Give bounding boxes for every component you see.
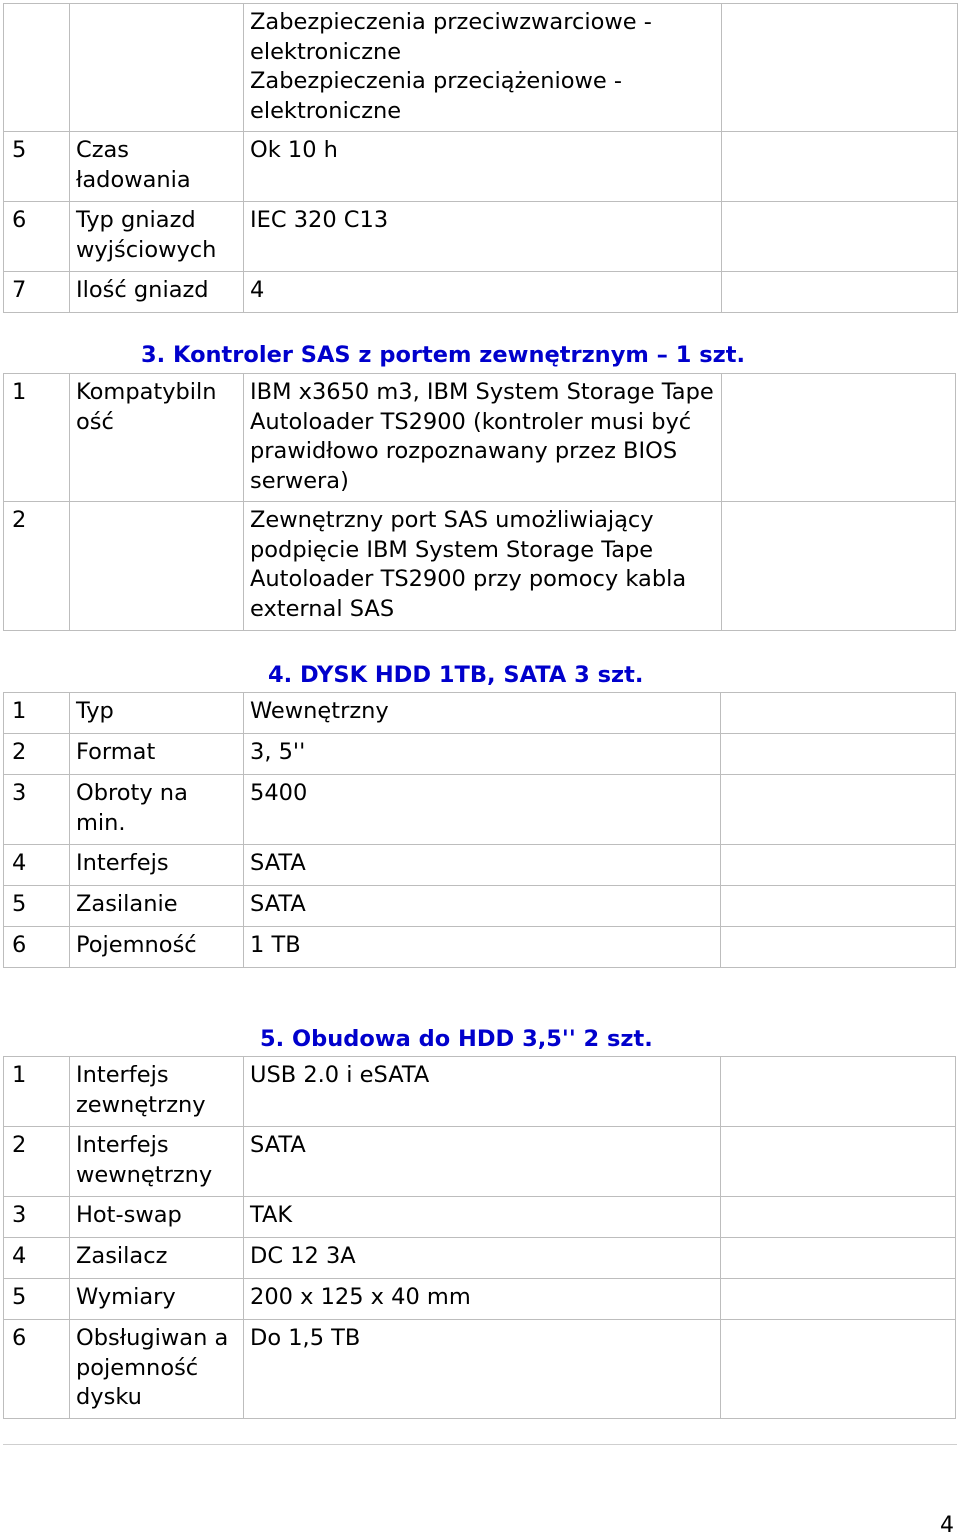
table-hdd-enclosure [3,1056,956,1419]
table-row [4,4,958,132]
row-note [722,374,956,502]
row-value: SATA [244,1127,721,1197]
row-number: 5 [4,132,70,202]
table-row [4,734,956,775]
row-number: 6 [4,1320,70,1419]
section-3-title: 3. Kontroler SAS z portem zewnętrznym – 1 szt. [141,342,745,368]
row-note [722,132,958,202]
page-number: 4 [940,1513,954,1538]
row-number: 6 [4,202,70,272]
row-label: Interfejs zewnętrzny [70,1057,244,1127]
row-note [721,775,956,845]
row-label: Zasilanie [70,886,244,927]
row-note [721,1057,956,1127]
row-value: 5400 [244,775,721,845]
row-label: Typ [70,693,244,734]
row-value: Ok 10 h [244,132,722,202]
row-number: 2 [4,502,70,631]
row-number: 2 [4,1127,70,1197]
row-value: Do 1,5 TB [244,1320,721,1419]
row-value: 200 x 125 x 40 mm [244,1279,721,1320]
row-note [722,202,958,272]
table-row [4,1057,956,1127]
row-label: Hot-swap [70,1197,244,1238]
table-row [4,1238,956,1279]
table-ups-specs [3,3,958,313]
row-number: 7 [4,272,70,313]
row-label: Zasilacz [70,1238,244,1279]
row-note [721,1279,956,1320]
row-label: Obroty na min. [70,775,244,845]
row-value: DC 12 3A [244,1238,721,1279]
table-row [4,1127,956,1197]
row-number: 4 [4,1238,70,1279]
row-number: 6 [4,927,70,968]
row-value: USB 2.0 i eSATA [244,1057,721,1127]
section-5-title: 5. Obudowa do HDD 3,5'' 2 szt. [260,1026,653,1052]
table-row [4,374,956,502]
table-row [4,1320,956,1419]
row-label: Typ gniazd wyjściowych [70,202,244,272]
table-row [4,693,956,734]
row-label: Ilość gniazd [70,272,244,313]
table-row [4,272,958,313]
table-row [4,132,958,202]
row-number: 3 [4,1197,70,1238]
row-label: Wymiary [70,1279,244,1320]
row-note [722,272,958,313]
table-row [4,775,956,845]
row-value: Zewnętrzny port SAS umożliwiający podpięcie IBM System Storage Tape Autoloader TS2900 przy pomocy kabla external SAS [244,502,722,631]
row-value-line: Zabezpieczenia przeciwzwarciowe - elektroniczne [250,9,652,65]
row-note [721,1197,956,1238]
row-value: SATA [244,845,721,886]
row-value [244,4,722,132]
table-row [4,202,958,272]
table-row [4,886,956,927]
row-label [70,4,244,132]
row-label: Obsługiwan a pojemność dysku [70,1320,244,1419]
table-row [4,845,956,886]
row-label: Interfejs wewnętrzny [70,1127,244,1197]
row-label [70,502,244,631]
row-value: IBM x3650 m3, IBM System Storage Tape Autoloader TS2900 (kontroler musi być prawidłowo rozpoznawany przez BIOS serwera) [244,374,722,502]
row-note [721,734,956,775]
row-value-line: Zabezpieczenia przeciążeniowe - elektroniczne [250,68,623,124]
row-value: Wewnętrzny [244,693,721,734]
row-label: Pojemność [70,927,244,968]
table-row [4,502,956,631]
row-number: 2 [4,734,70,775]
table-row [4,1279,956,1320]
row-value: SATA [244,886,721,927]
row-label: Kompatybiln ość [70,374,244,502]
row-number: 1 [4,693,70,734]
row-label: Format [70,734,244,775]
table-row [4,927,956,968]
row-number [4,4,70,132]
table-row [4,1197,956,1238]
row-note [721,693,956,734]
row-number: 1 [4,374,70,502]
section-4-title: 4. DYSK HDD 1TB, SATA 3 szt. [268,662,644,688]
row-number: 5 [4,1279,70,1320]
row-number: 5 [4,886,70,927]
row-number: 1 [4,1057,70,1127]
row-note [722,502,956,631]
footer-divider [3,1444,957,1445]
row-label: Interfejs [70,845,244,886]
row-value: 4 [244,272,722,313]
table-sas-controller [3,373,956,631]
row-number: 3 [4,775,70,845]
row-note [721,1320,956,1419]
row-note [721,1238,956,1279]
row-label: Czas ładowania [70,132,244,202]
row-note [722,4,958,132]
row-note [721,927,956,968]
row-value: IEC 320 C13 [244,202,722,272]
row-note [721,886,956,927]
row-number: 4 [4,845,70,886]
row-note [721,1127,956,1197]
row-value: 1 TB [244,927,721,968]
row-note [721,845,956,886]
row-value: TAK [244,1197,721,1238]
row-value: 3, 5'' [244,734,721,775]
table-hdd [3,692,956,968]
